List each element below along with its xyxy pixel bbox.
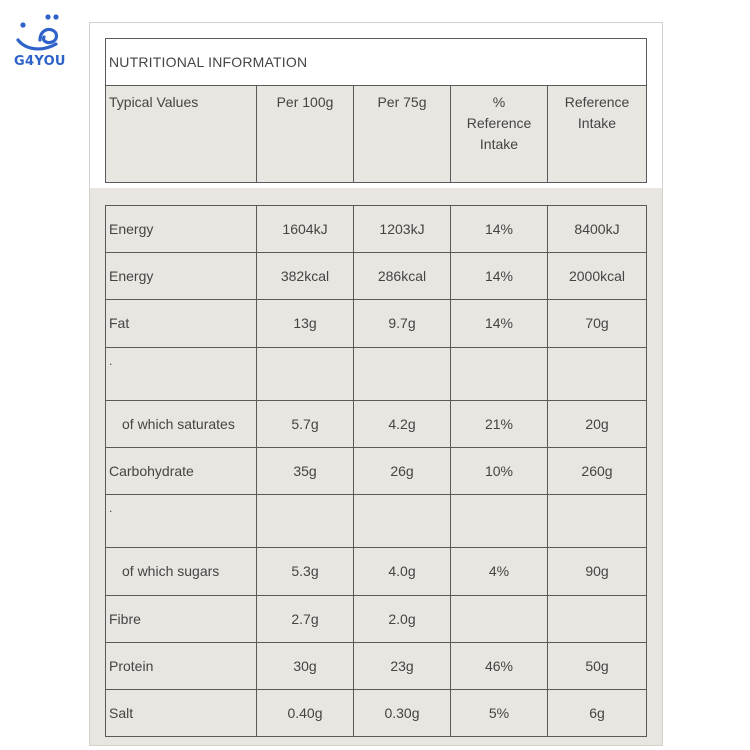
cell-ri-percent: 5% [451, 689, 548, 736]
cell-per-75g: 23g [354, 642, 451, 689]
cell-per-75g: 2.0g [354, 595, 451, 642]
cell-per-75g [354, 347, 451, 400]
cell-per-75g [354, 495, 451, 548]
table-row [106, 447, 647, 494]
column-header-per-100g: Per 100g [257, 86, 354, 183]
cell-per-100g: 5.7g [257, 400, 354, 447]
row-label: Energy [106, 206, 257, 253]
table-row [106, 495, 647, 548]
cell-per-100g: 35g [257, 447, 354, 494]
row-label: Fibre [106, 595, 257, 642]
cell-ri-percent: 4% [451, 548, 548, 595]
cell-per-75g: 4.2g [354, 400, 451, 447]
cell-ri-percent [451, 495, 548, 548]
cell-per-100g: 1604kJ [257, 206, 354, 253]
row-label: Carbohydrate [106, 447, 257, 494]
nutrition-header-table [105, 38, 647, 183]
cell-reference-intake: 50g [548, 642, 647, 689]
cell-reference-intake [548, 347, 647, 400]
cell-reference-intake [548, 595, 647, 642]
nutrition-label [89, 22, 663, 746]
row-label: Energy [106, 253, 257, 300]
cell-reference-intake: 2000kcal [548, 253, 647, 300]
column-header-per-75g: Per 75g [354, 86, 451, 183]
row-label: Fat [106, 300, 257, 347]
table-row [106, 548, 647, 595]
row-label: of which sugars [106, 548, 257, 595]
cell-reference-intake [548, 495, 647, 548]
cell-per-100g: 5.3g [257, 548, 354, 595]
cell-reference-intake: 90g [548, 548, 647, 595]
table-row [106, 253, 647, 300]
cell-reference-intake: 8400kJ [548, 206, 647, 253]
row-label: . [106, 495, 257, 548]
cell-reference-intake: 70g [548, 300, 647, 347]
row-label: of which saturates [106, 400, 257, 447]
table-row [106, 689, 647, 736]
cell-per-75g: 0.30g [354, 689, 451, 736]
cell-ri-percent: 21% [451, 400, 548, 447]
table-row [106, 642, 647, 689]
cell-reference-intake: 20g [548, 400, 647, 447]
cell-reference-intake: 6g [548, 689, 647, 736]
cell-per-100g: 382kcal [257, 253, 354, 300]
cell-per-75g: 4.0g [354, 548, 451, 595]
cell-ri-percent: 14% [451, 206, 548, 253]
nutrition-values-table [105, 205, 647, 737]
table-row [106, 400, 647, 447]
column-header-reference-intake: Reference Intake [548, 86, 647, 183]
table-row [106, 300, 647, 347]
table-row [106, 595, 647, 642]
cell-per-100g: 13g [257, 300, 354, 347]
cell-per-100g [257, 347, 354, 400]
cell-ri-percent: 46% [451, 642, 548, 689]
cell-reference-intake: 260g [548, 447, 647, 494]
cell-per-75g: 26g [354, 447, 451, 494]
cell-ri-percent [451, 347, 548, 400]
cell-per-100g: 2.7g [257, 595, 354, 642]
cell-per-100g [257, 495, 354, 548]
table-row [106, 347, 647, 400]
cell-per-100g: 30g [257, 642, 354, 689]
column-header-ri-percent: % Reference Intake [451, 86, 548, 183]
brand-logo-text: G4YOU [14, 54, 66, 69]
cell-ri-percent: 14% [451, 300, 548, 347]
row-label: . [106, 347, 257, 400]
smiley-face-icon [12, 10, 70, 56]
cell-per-100g: 0.40g [257, 689, 354, 736]
table-row [106, 206, 647, 253]
column-header-typical-values: Typical Values [106, 86, 257, 183]
table-title: NUTRITIONAL INFORMATION [106, 39, 647, 86]
row-label: Salt [106, 689, 257, 736]
row-label: Protein [106, 642, 257, 689]
cell-per-75g: 1203kJ [354, 206, 451, 253]
cell-ri-percent [451, 595, 548, 642]
cell-per-75g: 286kcal [354, 253, 451, 300]
cell-per-75g: 9.7g [354, 300, 451, 347]
cell-ri-percent: 14% [451, 253, 548, 300]
cell-ri-percent: 10% [451, 447, 548, 494]
